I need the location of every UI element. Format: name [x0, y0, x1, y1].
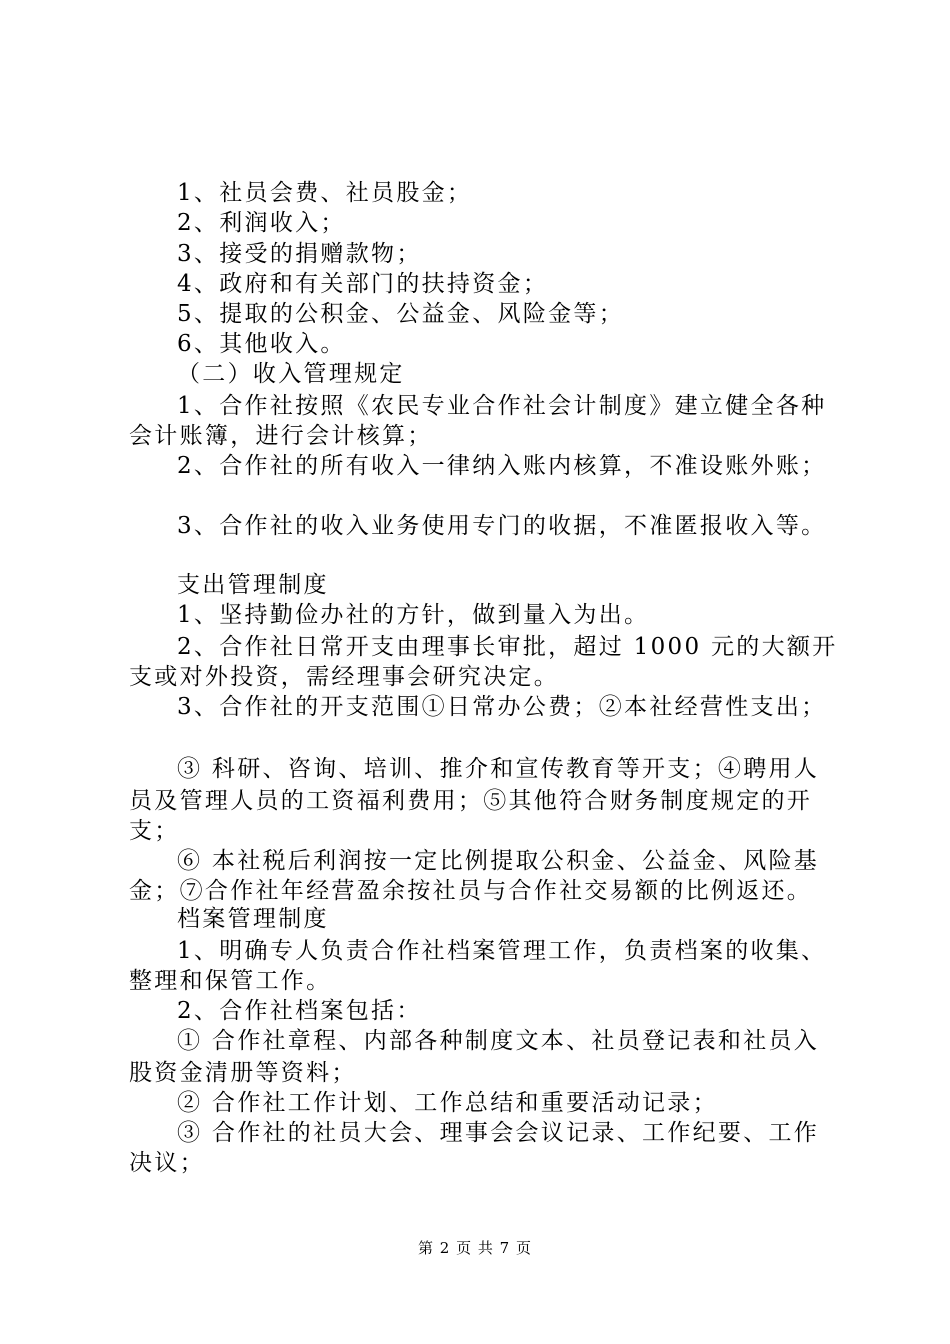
paragraph-line: 2、合作社日常开支由理事长审批，超过 1000 元的大额开	[177, 634, 838, 660]
paragraph-line: 1、合作社按照《农民专业合作社会计制度》建立健全各种	[177, 393, 827, 419]
section-heading: 支出管理制度	[177, 572, 329, 598]
paragraph-line: 1、明确专人负责合作社档案管理工作，负责档案的收集、	[177, 938, 827, 964]
paragraph-line: 支；	[129, 818, 180, 844]
paragraph-line: 2、利润收入；	[177, 210, 346, 236]
paragraph-line: 会计账簿，进行会计核算；	[129, 423, 433, 449]
paragraph-line: 3、合作社的开支范围①日常办公费；②本社经营性支出；	[177, 694, 827, 720]
section-heading: （二）收入管理规定	[177, 361, 405, 387]
paragraph-line: 1、社员会费、社员股金；	[177, 180, 473, 206]
paragraph-line: 员及管理人员的工资福利费用；⑤其他符合财务制度规定的开	[129, 788, 813, 814]
paragraph-line: 3、合作社的收入业务使用专门的收据，不准匿报收入等。	[177, 513, 827, 539]
paragraph-line: 1、坚持勤俭办社的方针，做到量入为出。	[177, 602, 650, 628]
paragraph-line: ② 合作社工作计划、工作总结和重要活动记录；	[177, 1090, 718, 1116]
paragraph-line: 2、合作社档案包括：	[177, 998, 422, 1024]
paragraph-line: 整理和保管工作。	[129, 968, 332, 994]
paragraph-line: ⑥ 本社税后利润按一定比例提取公积金、公益金、风险基	[177, 848, 820, 874]
paragraph-line: 股资金清册等资料；	[129, 1060, 357, 1086]
paragraph-line: 6、其他收入。	[177, 331, 346, 357]
paragraph-line: 金；⑦合作社年经营盈余按社员与合作社交易额的比例返还。	[129, 878, 813, 904]
section-heading: 档案管理制度	[177, 906, 329, 932]
paragraph-line: 支或对外投资，需经理事会研究决定。	[129, 664, 560, 690]
paragraph-line: ③ 科研、咨询、培训、推介和宣传教育等开支；④聘用人	[177, 756, 820, 782]
page-footer: 第 2 页 共 7 页	[418, 1239, 532, 1257]
paragraph-line: 4、政府和有关部门的扶持资金；	[177, 271, 549, 297]
paragraph-line: 2、合作社的所有收入一律纳入账内核算，不准设账外账；	[177, 453, 827, 479]
paragraph-line: 5、提取的公积金、公益金、风险金等；	[177, 301, 625, 327]
paragraph-line: 决议；	[129, 1150, 205, 1176]
paragraph-line: ① 合作社章程、内部各种制度文本、社员登记表和社员入	[177, 1028, 820, 1054]
paragraph-line: 3、接受的捐赠款物；	[177, 241, 422, 267]
paragraph-line: ③ 合作社的社员大会、理事会会议记录、工作纪要、工作	[177, 1120, 820, 1146]
